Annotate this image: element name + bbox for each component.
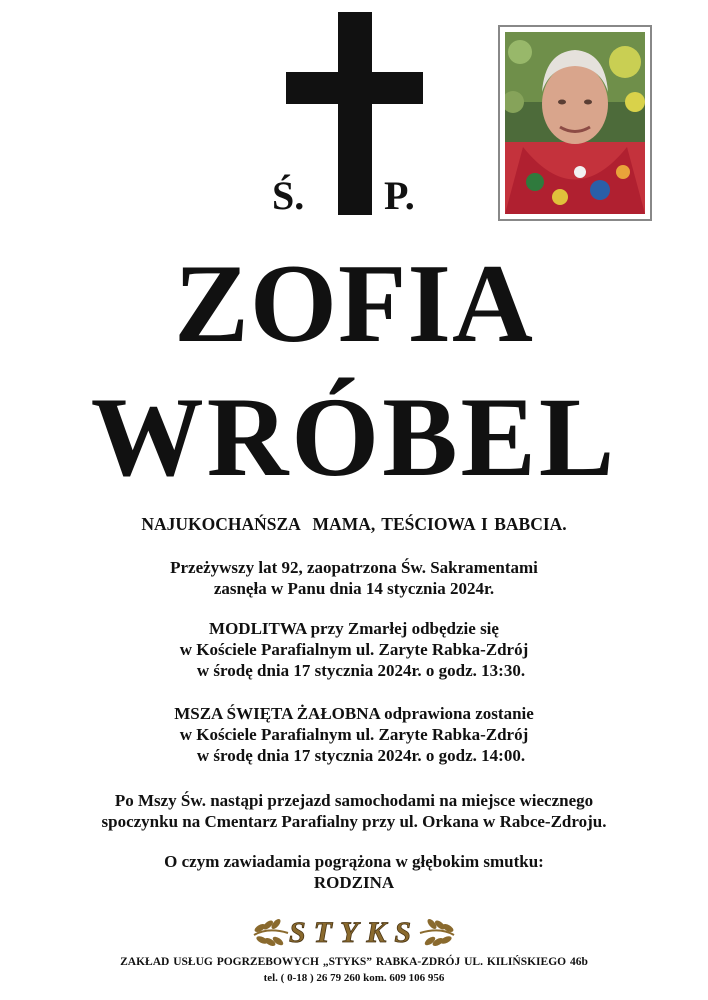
logo-text: STYKS [288, 916, 420, 949]
laurel-left-icon [253, 917, 288, 947]
relationship-title: NAJUKOCHAŃSZA MAMA, TEŚCIOWA I BABCIA. [141, 514, 567, 534]
cross-horizontal-bar [286, 72, 423, 104]
closing-paragraph [0, 851, 708, 893]
portrait-image [505, 32, 645, 214]
death-line: Przeżywszy lat 92, zaopatrzona Św. Sakramentami [170, 558, 538, 577]
laurel-right-icon [420, 917, 455, 947]
closing-line: O czym zawiadamia pogrążona w głębokim smutku: [164, 852, 544, 871]
cross-vertical-bar [338, 12, 372, 215]
burial-line: spoczynku na Cmentarz Parafialny przy ul. Orkana w Rabce-Zdroju. [101, 812, 607, 831]
prayer-paragraph [0, 618, 708, 681]
funeral-home-address: ZAKŁAD USŁUG POGRZEBOWYCH „STYKS” RABKA-ZDRÓJ UL. KILIŃSKIEGO 46b [120, 956, 588, 968]
mass-line: MSZA ŚWIĘTA ŻAŁOBNA odprawiona zostanie [174, 704, 534, 723]
mass-line: w Kościele Parafialnym ul. Zaryte Rabka-Zdrój [179, 725, 529, 744]
death-paragraph [0, 557, 708, 599]
sp-left-label: Ś. [272, 173, 305, 218]
prayer-line: w środę dnia 17 stycznia 2024r. o godz. 13:30. [196, 661, 526, 680]
mass-paragraph [0, 703, 708, 766]
funeral-home-phone: tel. ( 0-18 ) 26 79 260 kom. 609 106 956 [263, 972, 445, 984]
family-signature: RODZINA [313, 873, 395, 892]
prayer-line: MODLITWA przy Zmarłej odbędzie się [209, 619, 499, 638]
burial-paragraph [0, 790, 708, 832]
prayer-line: w Kościele Parafialnym ul. Zaryte Rabka-Zdrój [179, 640, 529, 659]
mass-line: w środę dnia 17 stycznia 2024r. o godz. 14:00. [196, 746, 526, 765]
deceased-first-name: ZOFIA [174, 242, 534, 366]
deceased-last-name: WRÓBEL [90, 375, 618, 500]
sp-right-label: P. [384, 173, 415, 218]
styks-logo [248, 909, 460, 955]
burial-line: Po Mszy Św. nastąpi przejazd samochodami na miejsce wiecznego [114, 791, 594, 810]
death-line: zasnęła w Panu dnia 14 stycznia 2024r. [213, 579, 495, 598]
portrait-photo [498, 25, 652, 221]
